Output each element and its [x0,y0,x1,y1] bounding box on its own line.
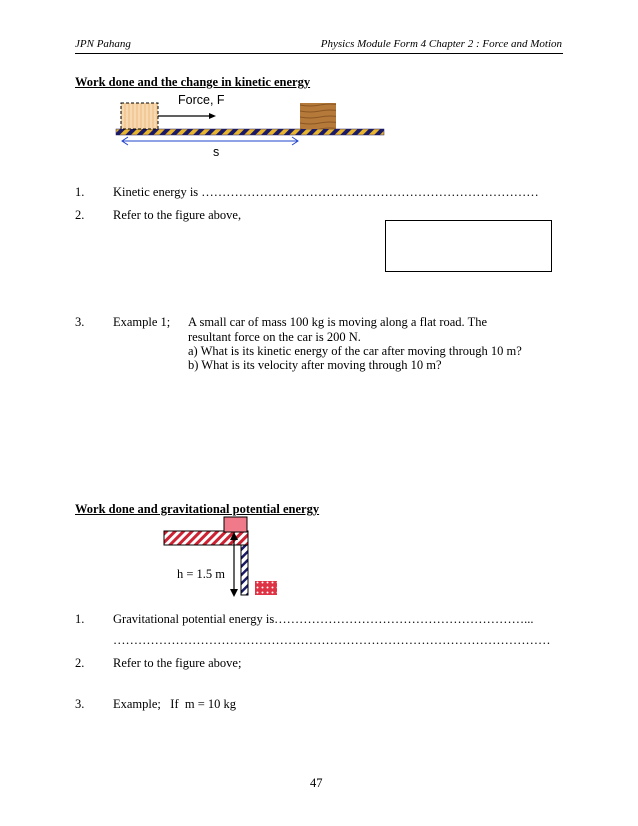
kinetic-definition: Kinetic energy is ……………………………………………………………………… [113,185,539,199]
item-number: 1. [75,612,85,626]
distance-label: s [213,145,220,159]
answer-box [385,220,552,272]
example-text: Example; If m = 10 kg [113,697,236,711]
item-number: 3. [75,697,85,711]
example-label: Example 1; [113,315,171,329]
header-left: JPN Pahang [75,38,131,50]
ground-block [255,581,277,595]
support-column [241,545,248,595]
item-number: 1. [75,185,85,199]
final-block [300,103,336,129]
section2-title: Work done and gravitational potential energy [75,502,320,516]
lifted-block [224,517,247,532]
page-number: 47 [310,776,323,790]
refer-figure-text: Refer to the figure above; [113,656,242,670]
section1-title: Work done and the change in kinetic energy [75,75,311,89]
gpe-definition-continuation: …………………………………………………………………………………………… [113,633,551,647]
gpe-definition: Gravitational potential energy is……………………………………………………... [113,612,534,626]
header-right: Physics Module Form 4 Chapter 2 : Force and Motion [320,38,562,50]
example-line: A small car of mass 100 kg is moving along a flat road. The [188,315,488,329]
refer-figure-text: Refer to the figure above, [113,208,242,222]
example-line: a) What is its kinetic energy of the car after moving through 10 m? [188,344,522,358]
item-number: 2. [75,656,85,670]
example-line: b) What is its velocity after moving through 10 m? [188,358,442,372]
initial-block [121,103,158,129]
item-number: 3. [75,315,85,329]
height-label: h = 1.5 m [177,567,226,581]
force-label: Force, F [178,93,225,107]
example-line: resultant force on the car is 200 N. [188,330,361,344]
track [116,129,384,135]
item-number: 2. [75,208,85,222]
